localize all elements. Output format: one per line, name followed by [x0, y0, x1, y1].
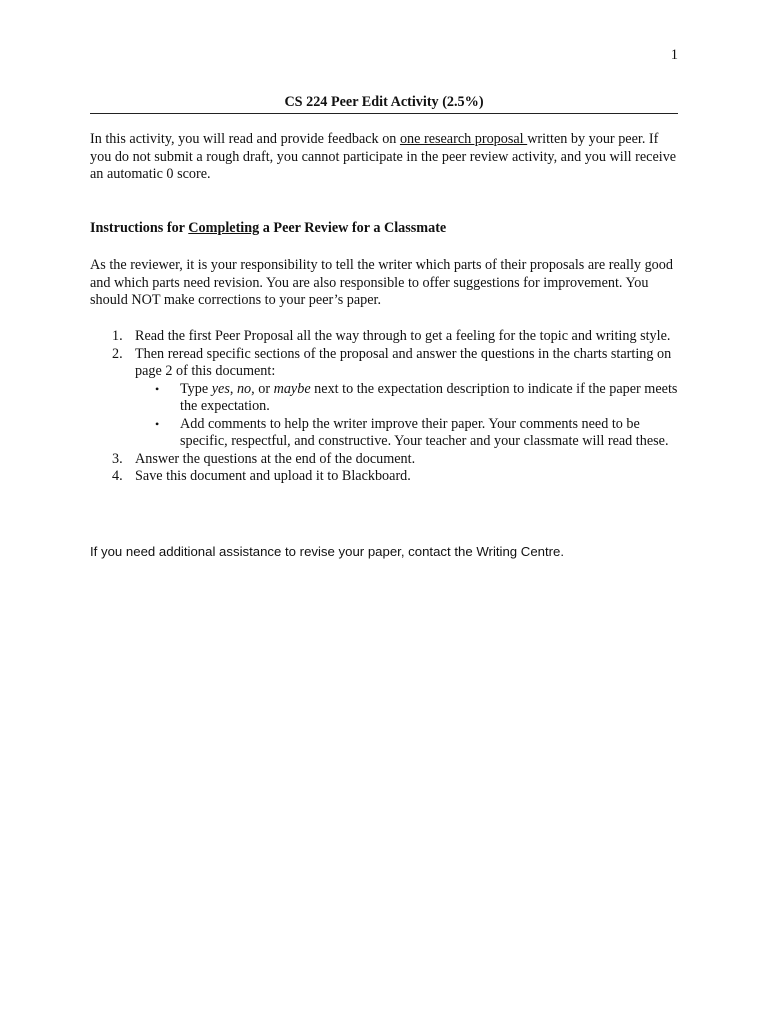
bullet-icon: •	[155, 381, 160, 396]
step-number: 2.	[112, 345, 123, 362]
substep-text: Type yes, no, or maybe next to the expectation description to indicate if the paper meets the expectation.	[180, 380, 678, 414]
step-item-2	[90, 346, 678, 451]
intro-paragraph	[90, 131, 678, 184]
step-text: Answer the questions at the end of the document.	[135, 450, 416, 467]
steps-list	[90, 328, 678, 486]
reviewer-paragraph: As the reviewer, it is your responsibility to tell the writer which parts of their proposals are really good and which parts need revision. You are also responsible to offer suggestions for improvement. You should NOT make corrections to your peer’s paper.	[90, 257, 673, 308]
substeps-list	[135, 381, 678, 451]
step-item-3	[90, 451, 678, 469]
substep-text: Add comments to help the writer improve their paper. Your comments need to be specific, respectful, and constructive. Your teacher and your classmate will read these.	[180, 415, 669, 449]
step-text: Then reread specific sections of the proposal and answer the questions in the charts starting on page 2 of this document:	[135, 345, 672, 379]
instructions-heading	[90, 220, 678, 238]
option-maybe: maybe	[273, 380, 311, 397]
writing-centre-note: If you need additional assistance to revise your paper, contact the Writing Centre.	[90, 544, 565, 559]
heading-underlined-text: Completing	[188, 220, 260, 236]
step-number: 1.	[112, 328, 123, 344]
heading-text-after: a Peer Review for a Classmate	[259, 220, 447, 236]
intro-text-before: In this activity, you will read and provide feedback on	[90, 131, 400, 147]
option-no: no	[236, 380, 252, 397]
intro-underlined-text: one research proposal	[399, 131, 528, 147]
step-text: Save this document and upload it to Blackboard.	[135, 468, 411, 484]
substep-item-1	[90, 381, 678, 416]
heading-text-before: Instructions for	[90, 220, 189, 236]
bullet-icon: •	[155, 416, 160, 431]
step-number: 3.	[112, 450, 123, 467]
step-item-4	[90, 468, 678, 486]
document-title: CS 224 Peer Edit Activity (2.5%)	[90, 94, 678, 114]
page-number: 1	[670, 47, 678, 63]
step-number: 4.	[112, 468, 123, 484]
intro-text-after: written by your peer. If you do not submit a rough draft, you cannot participate in the peer review activity, and you will receive an automatic 0 score.	[90, 131, 677, 182]
option-yes: yes	[211, 380, 230, 397]
step-text: Read the first Peer Proposal all the way through to get a feeling for the topic and writing style.	[135, 328, 671, 344]
step-item-1	[90, 328, 678, 346]
substep-item-2	[90, 416, 678, 451]
